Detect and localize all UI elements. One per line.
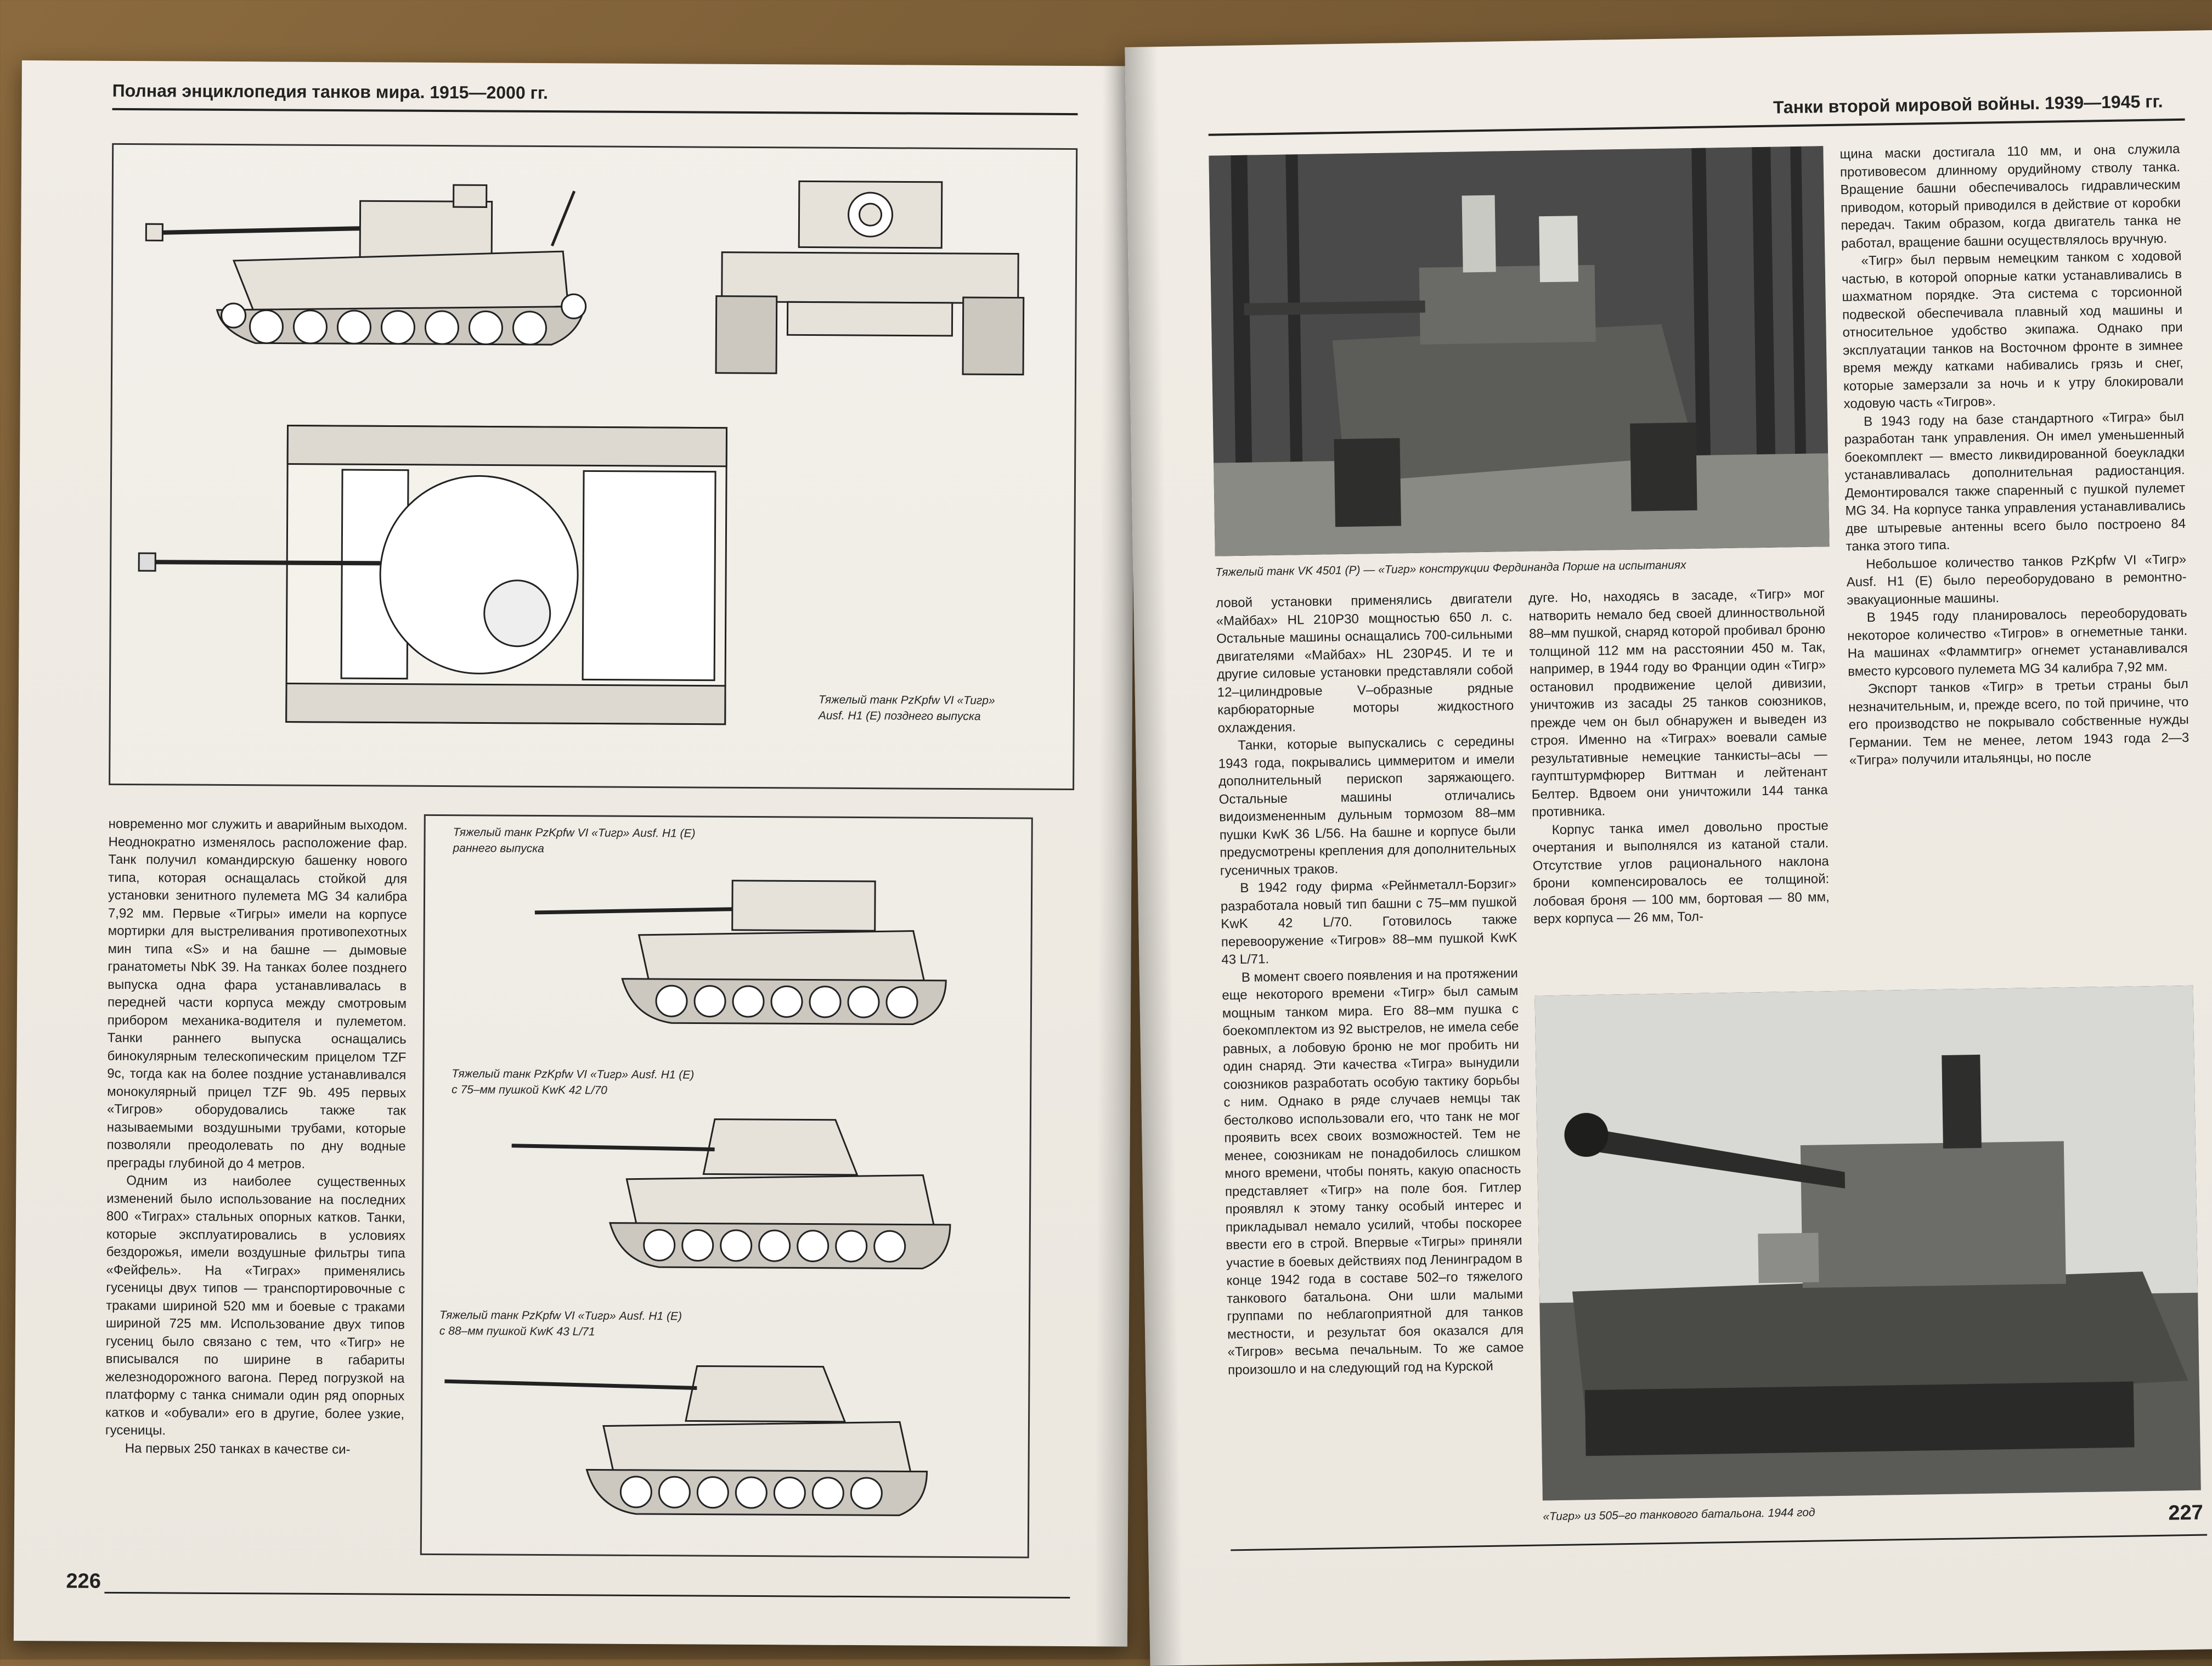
running-head-left: Полная энциклопедия танков мира. 1915—2000 гг. xyxy=(112,80,549,103)
paragraph: щина маски достигала 110 мм, и она служила противовесом длинному орудийному стволу танка. Вращение башни обеспечивалось гидравлическим приводом, который приводился в действие от коробки передач. Таким образом, когда двигатель танка не работал, вращение башни осуществлялось вручную. xyxy=(1839,141,2181,251)
right-text-column-3 xyxy=(1839,140,2190,770)
paragraph: В 1945 году планировалось переоборудовать некоторое количество «Тигров» в огнеметные танки. На машинах «Фламмтигр» огнемет устанавливался вместо курсового пулемета MG 34 калибра 7,92 мм. xyxy=(1847,605,2188,679)
page-number-right: 227 xyxy=(2168,1501,2204,1525)
paragraph: ловой установки применялись двигатели «Майбах» HL 210P30 мощностью 650 л. с. Остальные машины оснащались 700-сильными двигателями «Майбах» HL 230P45. И те и другие силовые установки представляли собой 12–цилиндровые V–образные рядные карбюраторные моторы жидкостного охлаждения. xyxy=(1215,591,1514,736)
gutter-shadow xyxy=(1125,47,1183,1666)
photo-vk4501-porsche-tiger xyxy=(1209,146,1829,556)
tiger-side-view-drawing xyxy=(134,167,646,373)
paragraph: Танки, которые выпускались с середины 1943 года, покрывались циммеритом и имели дополнительный перископ заряжающего. Остальные машины отличались видоизмененным дульным тормозом 88–мм пушки KwK 36 L/56. На башне и корпусе были предусмотрены крепления для дополнительных гусеничных траков. xyxy=(1218,734,1516,879)
figure-top-caption: Тяжелый танк PzKpfw VI «Тигр» Ausf. H1 (E) позднего выпуска xyxy=(818,693,995,723)
photo1-caption: Тяжелый танк VK 4501 (P) — «Тигр» конструкции Фердинанда Порше на испытаниях xyxy=(1215,559,1686,579)
paragraph: В 1942 году фирма «Рейнметалл-Борзиг» разработала новый тип башни с 75–мм пушкой KwK 42 L/70. Готовилось также перевооружение «Тигров» 88–мм пушкой KwK 43 L/71. xyxy=(1220,876,1518,967)
left-page xyxy=(14,60,1136,1647)
footer-rule xyxy=(104,1592,1070,1599)
variants-drawings-frame xyxy=(420,814,1033,1558)
tiger-early-drawing xyxy=(529,858,969,1035)
paragraph: «Тигр» был первым немецким танком с ходовой частью, в которой опорные катки устанавливались в шахматном порядке. Эта система с торсионной подвеской обеспечивала плавный ход машины и относительное удобство экипажа. Однако при эксплуатации танков на Восточном фронте в зимнее время между катками набивались грязь и снег, которые замерзали за ночь и к утру блокировали ходовую часть «Тигров». xyxy=(1841,248,2184,412)
photo2-caption: «Тигр» из 505–го танкового батальона. 1944 год xyxy=(1543,1506,1815,1523)
paragraph: Корпус танка имел довольно простые очертания и выполнялся из катаной стали. Отсутствие углов рационального наклона брони компенсировалось ее толщиной: лобовая броня — 100 мм, бортовая — 80 мм, верх корпуса — 26 мм, Тол- xyxy=(1532,818,1830,927)
right-text-column-2 xyxy=(1528,585,1830,928)
paragraph: Небольшое количество танков PzKpfw VI «Тигр» Ausf. H1 (E) было переоборудовано в ремонтно-эвакуационные машины. xyxy=(1846,551,2187,608)
variant-caption-75mm: Тяжелый танк PzKpfw VI «Тигр» Ausf. H1 (E) с 75–мм пушкой KwK 42 L/70 xyxy=(452,1067,695,1097)
tiger-front-view-drawing xyxy=(705,170,1035,380)
paragraph: Экспорт танков «Тигр» в третьи страны был незначительным, и, прежде всего, по той причине, что его производство не покрывало собственные нужды Германии. Тем не менее, летом 1943 года 2—3 «Тигра» получили итальянцы, но после xyxy=(1848,676,2190,768)
left-text-column xyxy=(105,815,408,1459)
paragraph: Одним из наиболее существенных изменений было использование на последних 800 «Тиграх» стальных опорных катков. Танки, которые эксплуатировались в условиях бездорожья, имели воздушные фильтры типа «Фейфель». На «Тиграх» применялись гусеницы двух типов — транспортировочные с траками шириной 520 мм и боевые с траками шириной 725 мм. Использование двух типов гусениц было связано с тем, что «Тигр» не вписывался по ширине в габариты железнодорожного вагона. Перед погрузкой на платформу с танка снимали один ряд опорных катков и «обували» его в другие, более узкие, гусеницы. xyxy=(105,1173,406,1438)
variant-caption-early: Тяжелый танк PzKpfw VI «Тигр» Ausf. H1 (E) раннего выпуска xyxy=(453,826,696,855)
paragraph: В момент своего появления и на протяжении еще некоторого времени «Тигр» был самым мощным танком мира. Его 88–мм пушка с боекомплектом из 92 выстрелов, не имела себе равных, а лобовую броню не мог пробить ни один снаряд. Эти качества «Тигра» вынудили союзников разработать особую тактику борьбы с ним. Однако в ряде случаев немцы так бестолково использовали его, что танк не мог проявить всех своих возможностей. Тем не менее, союзникам не понадобилось слишком много времени, чтобы понять, какую опасность представляет «Тигр» на поле боя. Гитлер проявлял к этому танку особый интерес и прикладывал немало усилий, чтобы поскорее ввести его в строй. Впервые «Тигры» приняли участие в боевых действиях под Ленинградом в конце 1942 года в составе 502–го тяжелого танкового батальона. Они шли малыми группами по неблагоприятной для танков местности, и результат боя оказался для «Тигров» весьма печальным. То же самое произошло и на следующий год на Курской xyxy=(1222,965,1524,1377)
photo-tiger-505th-battalion xyxy=(1534,986,2200,1501)
right-page xyxy=(1125,30,2212,1666)
header-rule xyxy=(112,108,1078,115)
tiger-75mm-drawing xyxy=(505,1096,978,1280)
tiger-88mm-drawing xyxy=(438,1343,955,1527)
paragraph: новременно мог служить и аварийным выходом. Неоднократно изменялось расположение фар. Танк получил командирскую башенку нового типа, которая оснащалась стойкой для установки зенитного пулемета MG 34 калибра 7,92 мм. Первые «Тигры» имели на корпусе мортирки для выстреливания противопехотных мин типа «S» и на башне — дымовые гранатометы NbK 39. На танках более позднего выпуска одна фара устанавливалась в передней части корпуса между смотровым прибором механика-водителя и пулеметом. Танки раннего выпуска оснащались бинокулярным телескопическим прицелом TZF 9c, тогда как на более поздние устанавливался монокулярный прицел TZF 9b. 495 первых «Тигров» оборудовались также так называемыми воздушными трубами, которые позволяли преодолевать по дну водные преграды глубиной до 4 метров. xyxy=(106,816,408,1172)
right-text-column-1 xyxy=(1216,590,1524,1379)
paragraph: На первых 250 танках в качестве си- xyxy=(125,1440,351,1457)
running-head-right: Танки второй мировой войны. 1939—1945 гг. xyxy=(1773,91,2163,117)
tiger-top-view-drawing xyxy=(132,414,809,746)
variant-caption-88mm: Тяжелый танк PzKpfw VI «Тигр» Ausf. H1 (E) с 88–мм пушкой KwK 43 L/71 xyxy=(439,1309,682,1338)
header-rule xyxy=(1209,119,2185,136)
paragraph: дуге. Но, находясь в засаде, «Тигр» мог натворить немало бед своей длинноствольной 88–мм пушкой, снаряд которой пробивал броню толщиной 112 мм на расстоянии 450 м. Так, например, в 1944 году во Франции один «Тигр» остановил продвижение целой дивизии, уничтожив из засады 25 танков союзников, прежде чем он был обнаружен и выведен из строя. Именно на «Тиграх» воевали самые результативные немецкие танкисты–асы — гауптштурмфюрер Виттман и лейтенант Белтер. Вдвоем они уничтожили 144 танка противника. xyxy=(1528,586,1828,820)
tank-drawings-frame xyxy=(109,143,1077,790)
paragraph: В 1943 году на базе стандартного «Тигра» был разработан танк управления. Он имел уменьшенный боекомплект — вместо ликвидированной боеукладки устанавливалась дополнительная радиостанция. Демонтировался также спаренный с пушкой пулемет MG 34. На корпусе танка управления устанавливались две штыревые антенны всего было построено 84 танка этого типа. xyxy=(1844,409,2186,554)
footer-rule xyxy=(1231,1534,2207,1551)
page-number-left: 226 xyxy=(66,1569,101,1593)
